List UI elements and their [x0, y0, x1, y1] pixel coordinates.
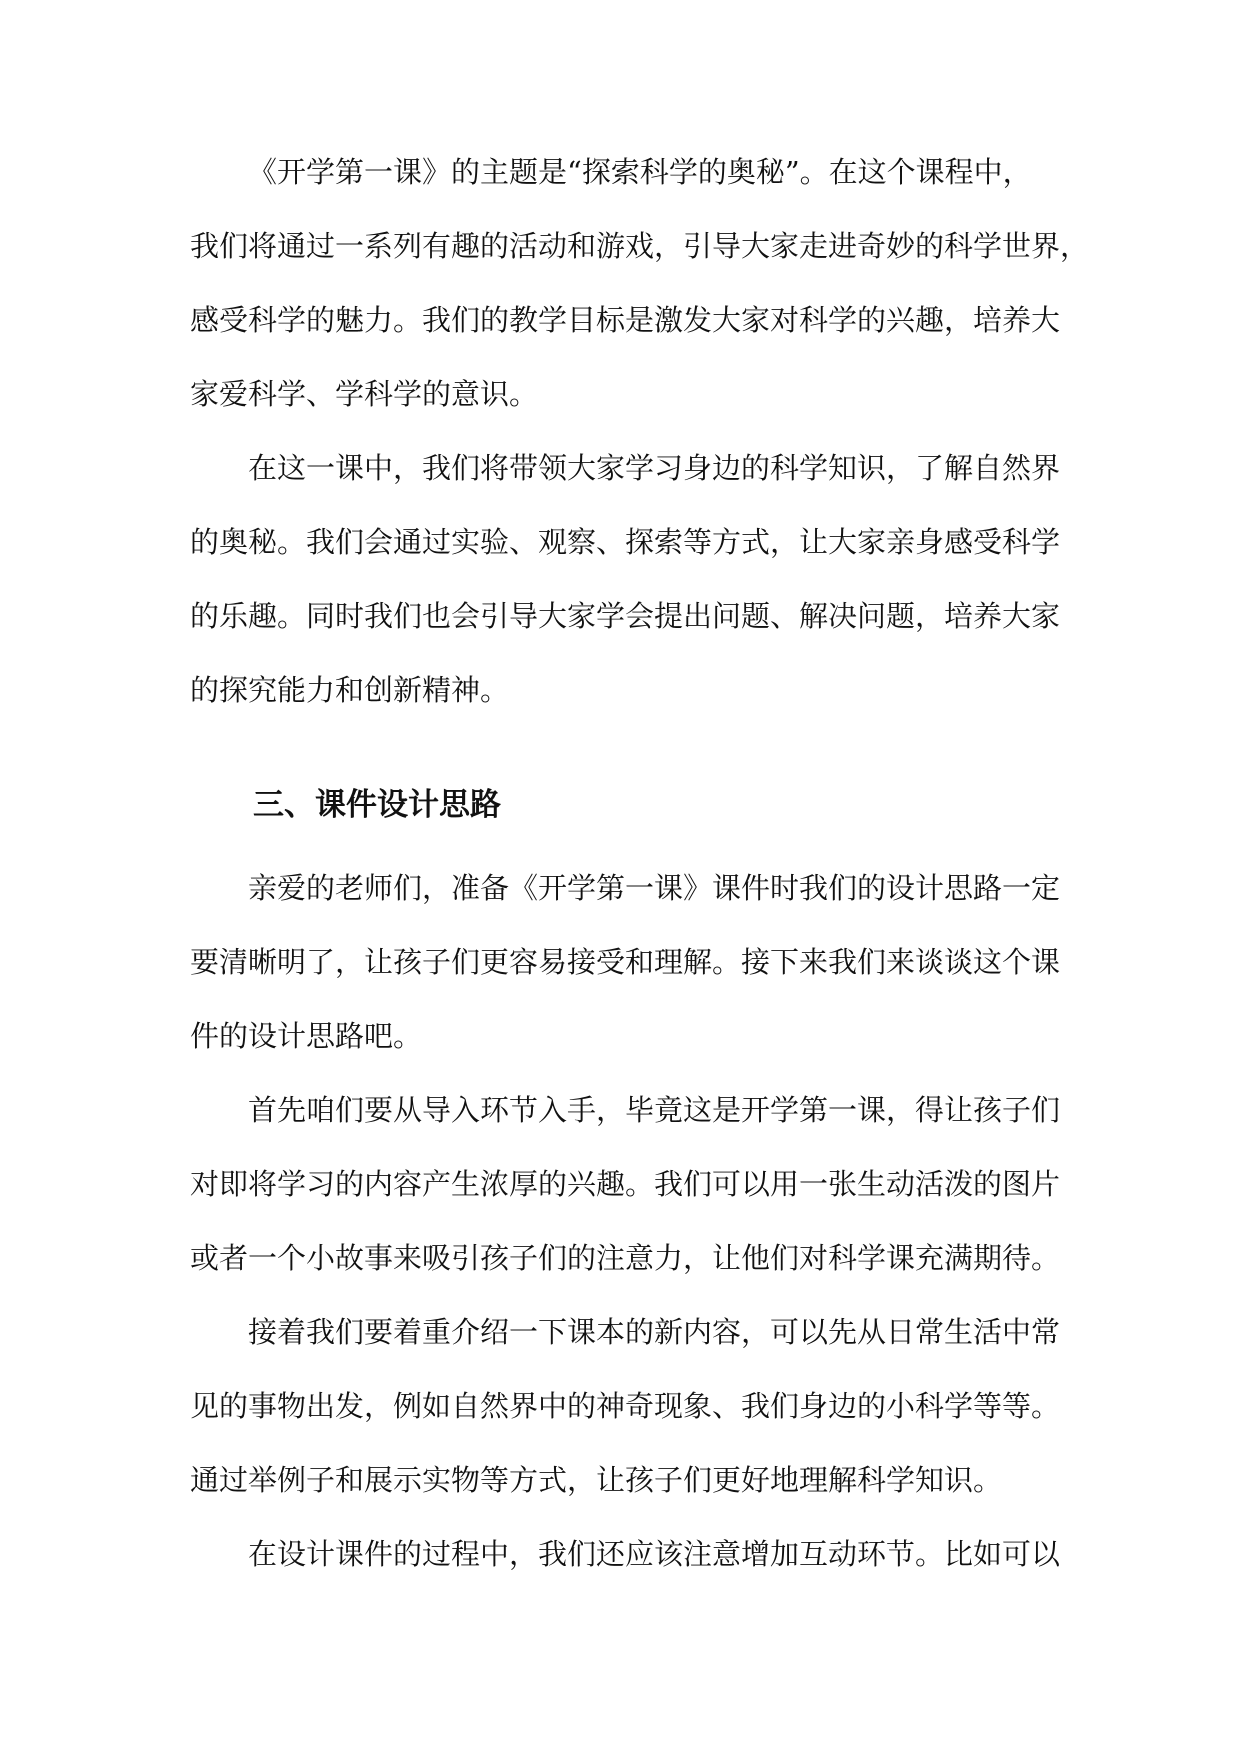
paragraph-6-line-1: 在设计课件的过程中，我们还应该注意增加互动环节。比如可以	[248, 1537, 1061, 1571]
paragraph-2-line-3: 的乐趣。同时我们也会引导大家学会提出问题、解决问题，培养大家	[190, 599, 1061, 633]
paragraph-2-line-1: 在这一课中，我们将带领大家学习身边的科学知识，了解自然界	[248, 451, 1061, 485]
paragraph-3-line-3: 件的设计思路吧。	[190, 1019, 423, 1053]
paragraph-2-line-2: 的奥秘。我们会通过实验、观察、探索等方式，让大家亲身感受科学	[190, 525, 1061, 559]
paragraph-5-line-2: 见的事物出发，例如自然界中的神奇现象、我们身边的小科学等等。	[190, 1389, 1061, 1423]
paragraph-3-line-1: 亲爱的老师们，准备《开学第一课》课件时我们的设计思路一定	[248, 871, 1061, 905]
paragraph-2-line-4: 的探究能力和创新精神。	[190, 673, 510, 707]
section-heading: 三、课件设计思路	[253, 787, 501, 823]
paragraph-4-line-1: 首先咱们要从导入环节入手，毕竟这是开学第一课，得让孩子们	[248, 1093, 1061, 1127]
paragraph-5-line-1: 接着我们要着重介绍一下课本的新内容，可以先从日常生活中常	[248, 1315, 1061, 1349]
paragraph-1-line-1: 《开学第一课》的主题是“探索科学的奥秘”。在这个课程中，	[248, 155, 1032, 189]
paragraph-1-line-2: 我们将通过一系列有趣的活动和游戏，引导大家走进奇妙的科学世界，	[190, 229, 1090, 263]
paragraph-4-line-2: 对即将学习的内容产生浓厚的兴趣。我们可以用一张生动活泼的图片	[190, 1167, 1061, 1201]
paragraph-5-line-3: 通过举例子和展示实物等方式，让孩子们更好地理解科学知识。	[190, 1463, 1003, 1497]
paragraph-3-line-2: 要清晰明了，让孩子们更容易接受和理解。接下来我们来谈谈这个课	[190, 945, 1061, 979]
paragraph-4-line-3: 或者一个小故事来吸引孩子们的注意力，让他们对科学课充满期待。	[190, 1241, 1061, 1275]
paragraph-1-line-4: 家爱科学、学科学的意识。	[190, 377, 539, 411]
paragraph-1-line-3: 感受科学的魅力。我们的教学目标是激发大家对科学的兴趣，培养大	[190, 303, 1061, 337]
